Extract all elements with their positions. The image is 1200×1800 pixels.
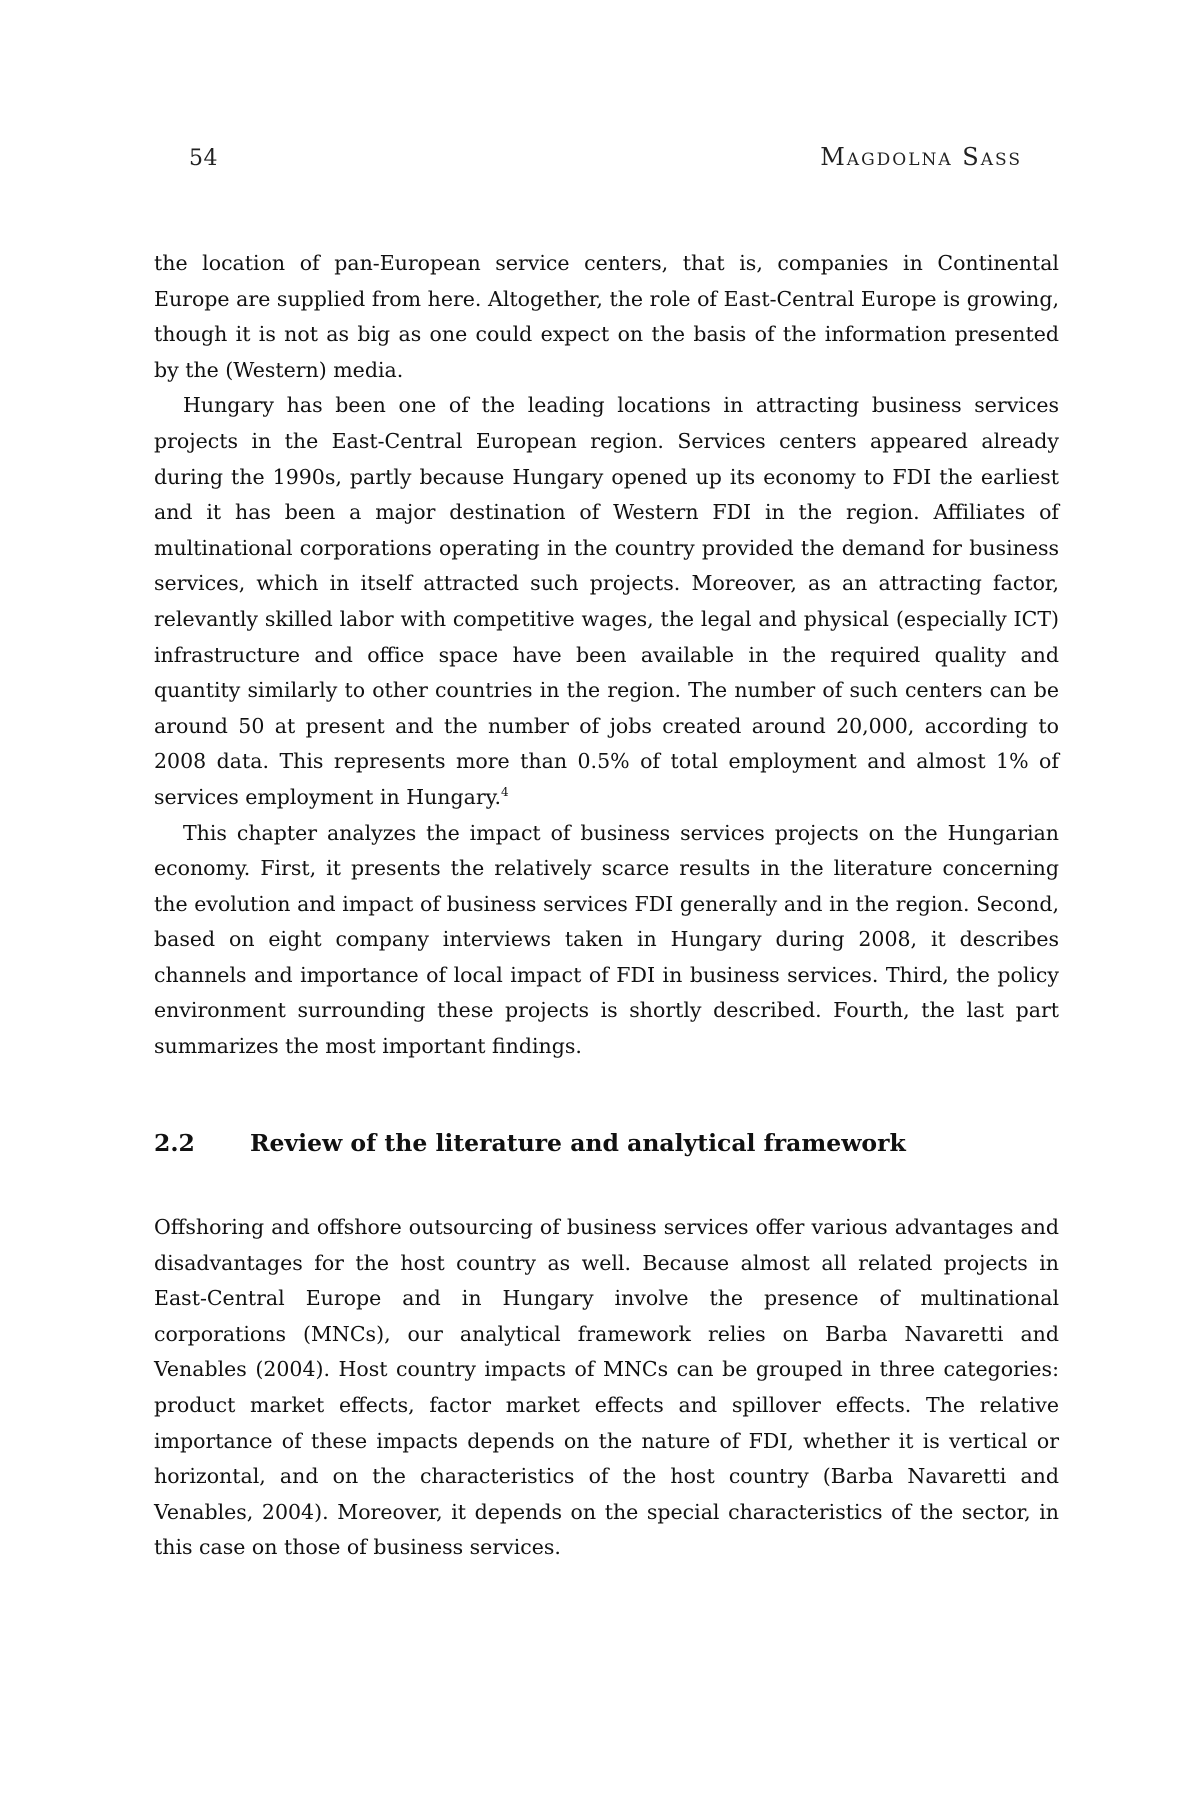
paragraph: Offshoring and offshore outsourcing of business services offer various advantages and disadvantages for the host country as well. Because almost all related projects in East-Central Europe and in Hungary involve the presence of multinational corporations (MNCs), our analytical framework relies on Barba Navaretti and Venables (2004). Host country impacts of MNCs can be grouped in three categories: product market effects, factor market effects and spillover effects. The relative importance of these impacts depends on the nature of FDI, whether it is vertical or horizontal, and on the characteristics of the host country (Barba Navaretti and Venables, 2004). Moreover, it depends on the special characteristics of the sector, in this case on those of business services.	[154, 1215, 1059, 1560]
section-heading	[154, 1129, 1059, 1169]
running-header	[189, 143, 1022, 179]
section-number: 2.2	[154, 1129, 195, 1157]
section-title: Review of the literature and analytical framework	[250, 1129, 906, 1157]
footnote-marker: 4	[501, 785, 509, 800]
paragraph-text: Hungary has been one of the leading locations in attracting business services projects in the East-Central European region. Services centers appeared already during the 1990s, partly because Hungary opened up its economy to FDI the earliest and it has been a major destination of Western FDI in the region. Affiliates of multinational corporations operating in the country provided the demand for business services, which in itself attracted such projects. Moreover, as an attracting factor, relevantly skilled labor with competitive wages, the legal and physical (especially ICT) infrastructure and office space have been available in the required quality and quantity similarly to other countries in the region. The number of such centers can be around 50 at present and the number of jobs created around 20,000, according to 2008 data. This represents more than 0.5% of total employment and almost 1% of services employment in Hungary.	[154, 393, 1059, 809]
body-text-top	[154, 246, 1059, 1065]
paragraph: the location of pan-European service centers, that is, companies in Continental Europe are supplied from here. Altogether, the role of East-Central Europe is growing, though it is not as big as one could expect on the basis of the information presented by the (Western) media.	[154, 251, 1059, 382]
running-author: Magdolna Sass	[820, 143, 1022, 171]
paragraph	[154, 388, 1059, 815]
page-number: 54	[189, 146, 218, 171]
paragraph: This chapter analyzes the impact of business services projects on the Hungarian economy. First, it presents the relatively scarce results in the literature concerning the evolution and impact of business services FDI generally and in the region. Second, based on eight company interviews taken in Hungary during 2008, it describes channels and importance of local impact of FDI in business services. Third, the policy environment surrounding these projects is shortly described. Fourth, the last part summarizes the most important findings.	[154, 820, 1059, 1059]
body-text-bottom	[154, 1210, 1059, 1566]
